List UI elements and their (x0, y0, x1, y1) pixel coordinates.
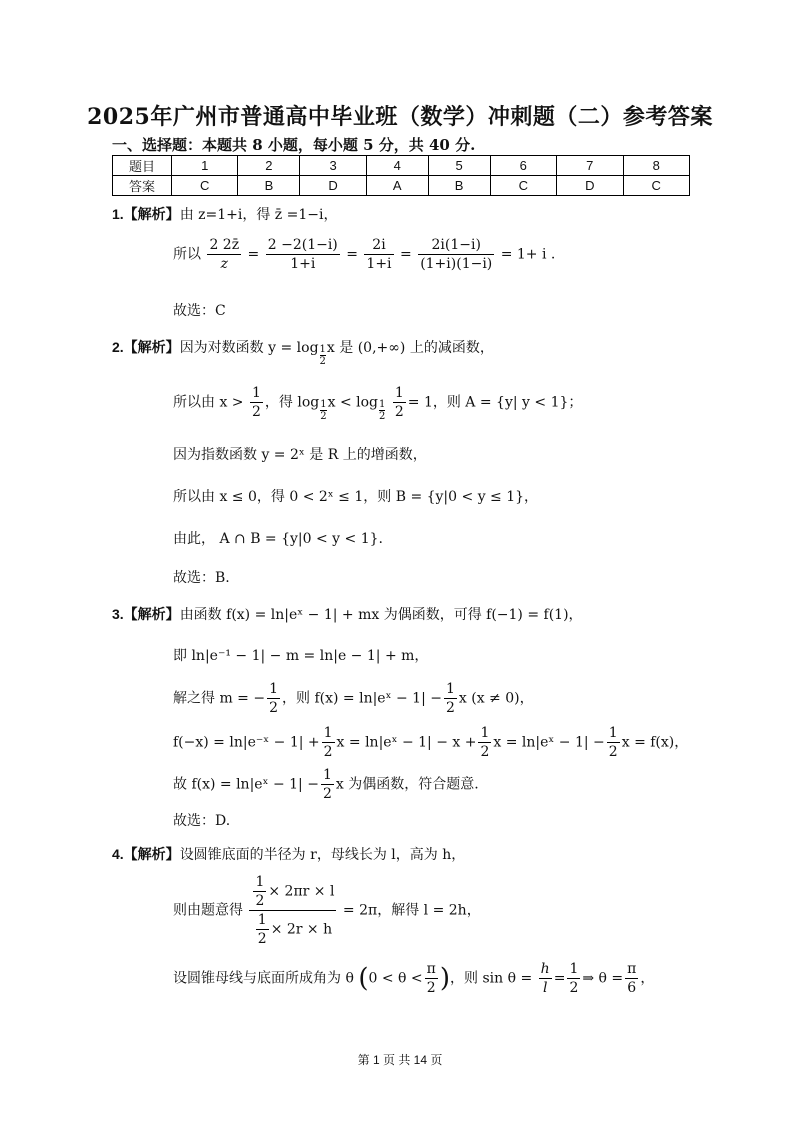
q2-text-b: x 是 (0,+∞) 上的减函数， (326, 340, 494, 356)
table-cell: 1 (172, 156, 238, 176)
denominator: 2 (257, 931, 267, 947)
denominator: 2 (569, 980, 579, 996)
q4-line-2 (173, 873, 481, 948)
table-header-answer: 答案 (113, 176, 172, 196)
q3-text: f(−x) = ln|e⁻ˣ − 1| + (173, 734, 320, 751)
q4-text: 则由题意得 (173, 902, 243, 919)
q3-half (267, 680, 280, 717)
numerator: π (627, 961, 637, 977)
q3-line-5 (173, 766, 479, 803)
numerator: 1 (322, 767, 332, 783)
table-cell: D (300, 176, 366, 196)
q1-fraction-1 (207, 236, 241, 273)
denominator: 2 (319, 356, 326, 367)
numerator: 2i(1−i) (418, 236, 494, 255)
numerator: 1 (323, 725, 333, 741)
q3-half (607, 724, 620, 761)
q3-text: x = f(x)， (621, 734, 689, 751)
table-row-answers (113, 176, 690, 196)
table-cell: 8 (623, 156, 690, 176)
table-cell: B (428, 176, 490, 196)
denominator: 2 (255, 893, 265, 909)
denominator: 2 (426, 980, 436, 996)
q1-text: 由 z=1+i，得 z̄ =1−i， (179, 207, 338, 223)
q1-label: 1.【解析】 (112, 206, 180, 222)
numerator: 1 (480, 725, 490, 741)
denominator: l (542, 980, 548, 996)
table-header-question: 题目 (113, 156, 172, 176)
numerator: 1 (320, 398, 327, 410)
q2-text: 所以由 x > (173, 394, 244, 411)
numerator: 1 (269, 681, 279, 697)
q3-text: 解之得 m = − (173, 690, 266, 707)
table-cell: 6 (490, 156, 556, 176)
numerator: 2 2z̄ (209, 237, 240, 253)
q1-prefix: 所以 (173, 246, 201, 263)
denominator: 2 (379, 410, 386, 422)
numerator: h (540, 961, 550, 977)
q2-log-base (320, 399, 326, 422)
q3-choice: 故选：D. (173, 813, 231, 829)
q4-h-over-l (539, 960, 552, 997)
q3-half (444, 680, 457, 717)
q1-result: = 1+ i . (500, 246, 556, 263)
q4-line-1 (112, 844, 465, 864)
q4-pi-sixth (625, 960, 638, 997)
q2-line-1 (112, 337, 494, 367)
q3-text: x 为偶函数，符合题意. (335, 776, 479, 793)
q3-text: 由函数 f(x) = ln|eˣ − 1| + mx 为偶函数，可得 f(−1) = f(1)， (179, 607, 583, 623)
q1-line-2: 所以 $\frac{2 2z̄}{z}$ = $\frac{2 -2(1-i)}{1+i}$ = $\frac{2i}{1+i}$ = $\frac{2i(1-i)}{(1+i)(1-i)}$ = 1+ i . (173, 237, 556, 272)
numerator: 2 −2(1−i) (267, 237, 338, 253)
q2-text: x < log (327, 394, 379, 411)
q4-expr: × 2r × h (270, 921, 333, 938)
q4-text: 设圆锥母线与底面所成角为 θ (173, 970, 354, 987)
q4-text: 0 < θ < (368, 970, 423, 987)
denominator: z (220, 256, 228, 272)
section-heading-choice: 一、选择题：本题共 8 小题，每小题 5 分，共 40 分. (112, 136, 476, 154)
q4-text: ， (640, 970, 655, 987)
denominator: 2 (445, 700, 455, 716)
numerator: π (426, 961, 436, 977)
q4-text: = 2π，解得 l = 2h， (342, 902, 481, 919)
denominator: 6 (627, 980, 637, 996)
q2-text: = 1，则 A = {y| y < 1}； (407, 394, 583, 411)
numerator: 1 (255, 874, 265, 890)
table-row-numbers (113, 156, 690, 176)
q2-line-5: 由此， A ∩ B = {y|0 < y < 1}. (173, 531, 383, 547)
q3-line-4 (173, 724, 688, 761)
q4-text: ，则 sin θ = (450, 970, 533, 987)
table-cell: 2 (238, 156, 300, 176)
q3-line-3 (173, 680, 534, 717)
numerator: 1 (257, 912, 267, 928)
numerator: 1 (608, 725, 618, 741)
table-cell: C (490, 176, 556, 196)
denominator: 2 (608, 744, 618, 760)
q3-text: 故 f(x) = ln|eˣ − 1| − (173, 776, 319, 793)
q1-fraction-3 (364, 236, 393, 273)
q2-label: 2.【解析】 (112, 339, 180, 355)
q3-line-2: 即 ln|e⁻¹ − 1| − m = ln|e − 1| + m， (173, 648, 429, 664)
q2-line-3: 因为指数函数 y = 2ˣ 是 R 上的增函数， (173, 447, 427, 463)
q2-text: ，得 log (264, 394, 320, 411)
q3-text: x = ln|eˣ − 1| − x + (336, 734, 477, 751)
numerator: 1 (251, 385, 261, 401)
q4-one-half (567, 960, 580, 997)
table-cell: 5 (428, 156, 490, 176)
q1-fraction-2 (266, 236, 340, 273)
q3-text: x (x ≠ 0)， (458, 690, 534, 707)
denominator: 2 (322, 786, 332, 802)
answer-table (112, 155, 690, 196)
q2-line-2 (173, 384, 582, 422)
q1-choice: 故选：C (173, 303, 226, 319)
q4-pi-half (425, 960, 438, 997)
q2-text-a: 因为对数函数 y = log (179, 340, 319, 356)
table-cell: D (557, 176, 623, 196)
table-cell: 3 (300, 156, 366, 176)
q4-line-3: 设圆锥母线与底面所成角为 θ (0 < θ < $\frac{\pi}{2}$ )，则 sin θ = $\frac{h}{l}$ = $\frac{1}{2}$ ⇒ θ = $\frac{\pi}{6}$ ， (173, 961, 655, 996)
numerator: 1 (569, 961, 579, 977)
table-cell: 7 (557, 156, 623, 176)
numerator: 1 (379, 398, 386, 410)
q3-label: 3.【解析】 (112, 606, 180, 622)
q3-half (322, 724, 335, 761)
page-number: 第 1 页 共 14 页 (357, 1053, 443, 1067)
q3-half (478, 724, 491, 761)
q4-label: 4.【解析】 (112, 846, 180, 862)
q4-half (253, 873, 266, 910)
denominator: 1+i (366, 256, 392, 272)
denominator: 1+i (290, 256, 316, 272)
table-cell: B (238, 176, 300, 196)
q3-half (321, 766, 334, 803)
q2-log-base (379, 399, 385, 422)
table-cell: C (623, 176, 690, 196)
denominator (249, 911, 336, 948)
q4-expr: × 2πr × l (268, 883, 335, 900)
q3-text: x = ln|eˣ − 1| − (493, 734, 605, 751)
table-cell: C (172, 176, 238, 196)
table-cell: A (366, 176, 428, 196)
page-title: 2025年广州市普通高中毕业班（数学）冲刺题（二）参考答案 (87, 104, 713, 130)
q2-log-base (320, 344, 326, 367)
numerator: 1 (445, 681, 455, 697)
q2-choice: 故选：B. (173, 570, 230, 586)
denominator: 2 (269, 700, 279, 716)
denominator: 2 (251, 404, 261, 420)
numerator: 1 (394, 385, 404, 401)
q4-compound-fraction (249, 873, 336, 948)
table-cell: 4 (366, 156, 428, 176)
right-paren: ) (439, 963, 451, 994)
q4-text: 设圆锥底面的半径为 r，母线长为 l，高为 h， (179, 847, 466, 863)
denominator: 2 (320, 410, 327, 422)
denominator: 2 (323, 744, 333, 760)
left-paren: ( (358, 963, 369, 994)
q4-half (256, 911, 269, 948)
q2-half (250, 384, 263, 421)
q1-line-1 (112, 204, 337, 224)
denominator: 2 (394, 404, 404, 420)
q3-text: ，则 f(x) = ln|eˣ − 1| − (282, 690, 442, 707)
numerator (249, 873, 336, 911)
q4-text: ⇒ θ = (582, 970, 624, 987)
denominator: 2 (480, 744, 490, 760)
denominator: (1+i)(1−i) (420, 256, 493, 272)
numerator: 1 (319, 344, 326, 355)
numerator: 2i (364, 236, 393, 255)
q1-fraction-4 (418, 236, 494, 273)
q3-line-1 (112, 604, 583, 624)
q2-half (393, 384, 406, 421)
q2-line-4: 所以由 x ≤ 0，得 0 < 2ˣ ≤ 1，则 B = {y|0 < y ≤ 1}， (173, 489, 539, 505)
